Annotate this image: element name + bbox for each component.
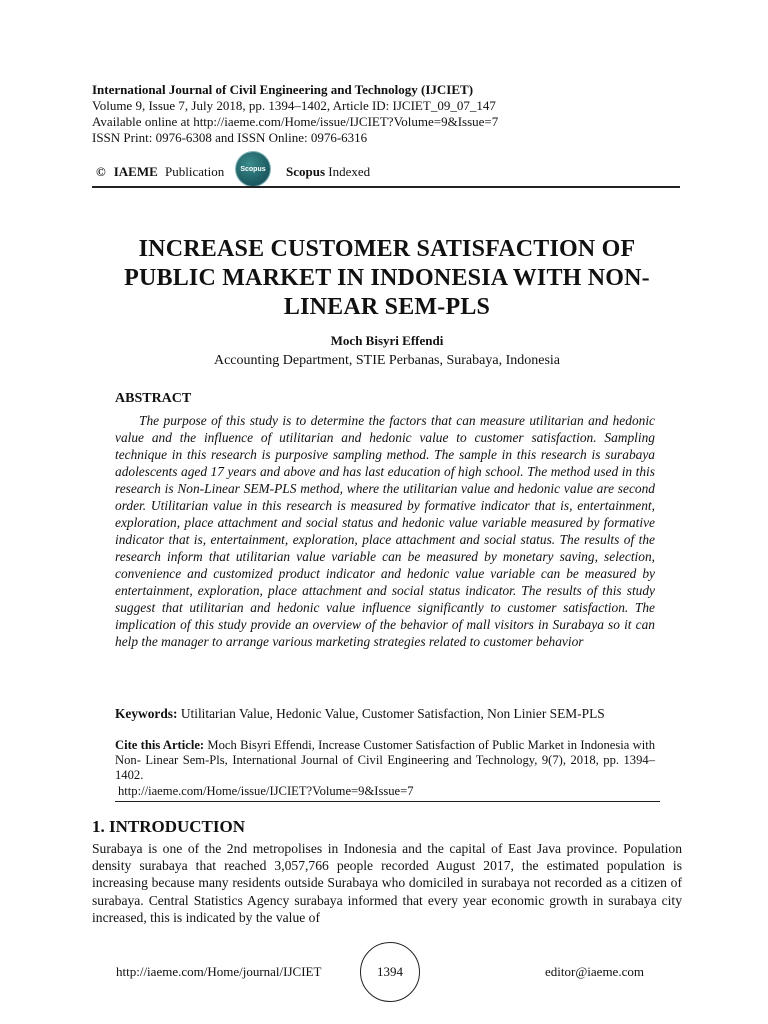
journal-header: [92, 82, 682, 146]
copyright-icon: ©: [96, 164, 106, 179]
publication-row: [92, 156, 682, 186]
abstract-text: The purpose of this study is to determine the factors that can measure utilitarian and hedonic value and the influence of utilitarian and hedonic value to customer satisfaction. Sampling technique in this research is purposive sampling method. The sample in this research is surabaya adolescents aged 17 years and above and has last education of high school. The method used in this research is Non-Linear SEM-PLS method, where the utilitarian value and hedonic value are second order. Utilitarian value in this research is measured by formative indicator that is, entertainment, exploration, place attachment and social status and hedonic value variable measured by formative indicator that is, entertainment, exploration, place attachment and social status. The results of the research inform that utilitarian value variable can be measured by monetary saving, selection, convenience and customized product indicator and hedonic value variable can be measured by entertainment, exploration, place attachment and social status indicator. The results of this study suggest that utilitarian and hedonic value influence significantly to customer satisfaction. The implication of this study provide an overview of the behavior of mall visitors in Surabaya so it can help the manager to arrange various marketing strategies related to customer behavior: [115, 413, 655, 649]
issn-info: ISSN Print: 0976-6308 and ISSN Online: 0976-6316: [92, 130, 368, 145]
volume-info: Volume 9, Issue 7, July 2018, pp. 1394–1402, Article ID: IJCIET_09_07_147: [92, 98, 496, 113]
scopus-logo-icon: [236, 152, 270, 186]
citation: [115, 738, 655, 783]
publisher-label: [92, 164, 224, 180]
publisher-suffix: Publication: [165, 164, 225, 179]
citation-text: Moch Bisyri Effendi, Increase Customer Satisfaction of Public Market in Indonesia with Non- Linear Sem-Pls, International Journal of Civil Engineering and Technology, 9(7), 2018, pp. 1394–1402.: [115, 738, 655, 782]
page-number-badge: [360, 942, 420, 1002]
paper-title: [92, 235, 682, 322]
footer-email-link[interactable]: editor@iaeme.com: [545, 964, 644, 979]
introduction-heading: 1. INTRODUCTION: [92, 817, 246, 836]
author-name: Moch Bisyri Effendi: [330, 333, 444, 348]
scopus-name: Scopus: [286, 164, 326, 179]
publisher-name: IAEME: [113, 164, 158, 179]
footer-journal-link[interactable]: http://iaeme.com/Home/journal/IJCIET: [116, 964, 322, 979]
title-line-3: LINEAR SEM-PLS: [283, 294, 491, 320]
page-number: 1394: [377, 964, 403, 979]
author-affiliation: Accounting Department, STIE Perbanas, Surabaya, Indonesia: [213, 353, 560, 368]
header-divider: [92, 186, 680, 188]
scopus-suffix: Indexed: [328, 164, 371, 179]
available-online: Available online at http://iaeme.com/Home/issue/IJCIET?Volume=9&Issue=7: [92, 114, 499, 129]
citation-url-link[interactable]: http://iaeme.com/Home/issue/IJCIET?Volume=9&Issue=7: [118, 784, 414, 798]
abstract-heading: ABSTRACT: [115, 391, 192, 406]
scopus-indexed-label: [286, 164, 370, 180]
keywords: [115, 706, 655, 722]
citation-label: Cite this Article:: [115, 738, 205, 752]
title-line-2: PUBLIC MARKET IN INDONESIA WITH NON-: [124, 265, 650, 291]
introduction-text: Surabaya is one of the 2nd metropolises in Indonesia and the capital of East Java province. Population density surabaya that reached 3,057,766 people recorded August 2017, the estimated population is increasing because many residents outside Surabaya who domiciled in surabaya not recorded as a citizen of surabaya. Central Statistics Agency surabaya informed that every year economic growth in surabaya city increased, this is indicated by the value of: [92, 841, 682, 925]
scopus-logo-text: Scopus: [240, 165, 266, 173]
keywords-text: Utilitarian Value, Hedonic Value, Customer Satisfaction, Non Linier SEM-PLS: [180, 706, 605, 721]
title-line-1: INCREASE CUSTOMER SATISFACTION OF: [138, 236, 636, 262]
journal-name: International Journal of Civil Engineering and Technology (IJCIET): [92, 82, 474, 97]
abstract-divider: [115, 801, 660, 802]
keywords-label: Keywords:: [115, 706, 178, 721]
